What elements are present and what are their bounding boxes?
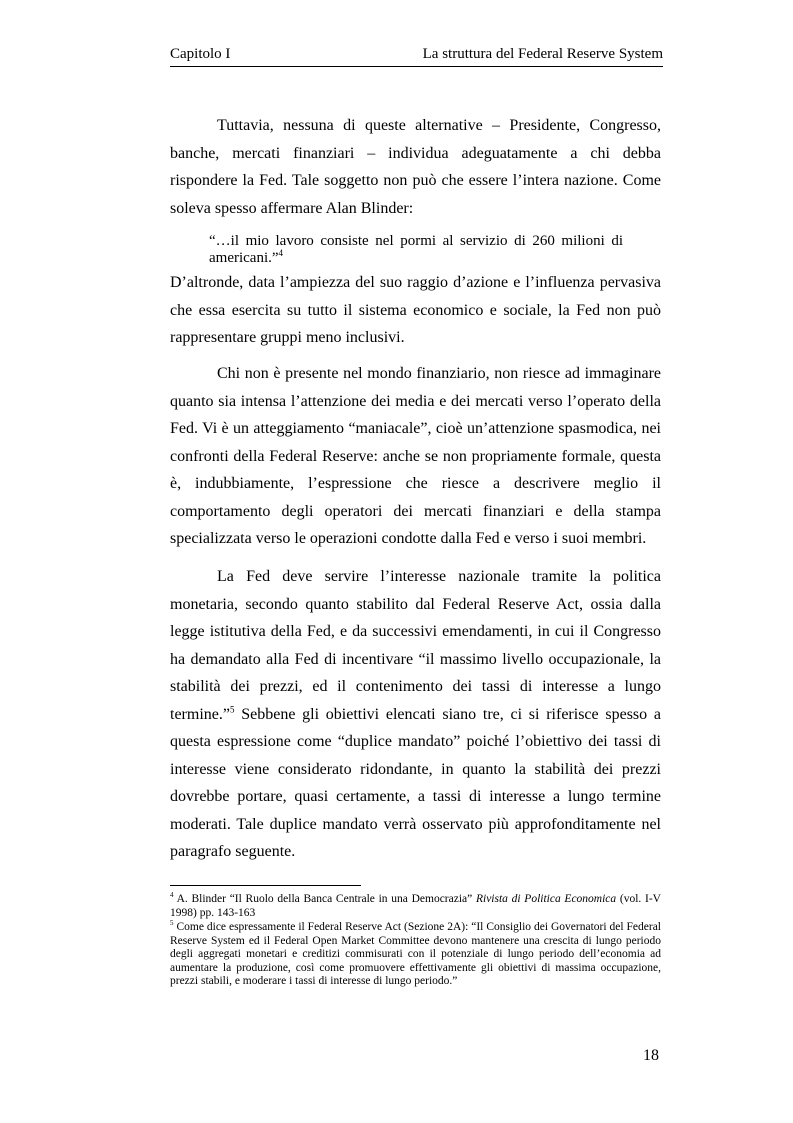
paragraph-2-text: D’altronde, data l’ampiezza del suo raggio d’azione e l’influenza pervasiva che essa esercita su tutto il sistema economico e sociale, la Fed non può rappresentare gruppi meno inclusivi. [170, 274, 661, 346]
section-title: La struttura del Federal Reserve System [422, 46, 663, 62]
footnote-4-text-a: A. Blinder “Il Ruolo della Banca Centrale in una Democrazia” [173, 893, 476, 905]
chapter-label: Capitolo I [170, 46, 231, 62]
paragraph-4 [170, 563, 661, 866]
footnote-ref-4: 4 [278, 248, 284, 258]
page-number: 18 [643, 1047, 659, 1064]
page-header [170, 44, 663, 67]
quote-text: “…il mio lavoro consiste nel pormi al servizio di 260 milioni di americani.” [209, 233, 623, 266]
footnote-5-text: Come dice espressamente il Federal Reserve Act (Sezione 2A): “Il Consiglio dei Governatori del Federal Reserve System ed il Federal Open Market Committee devono mantenere una crescita di lungo periodo degli aggregati monetari e creditizi commisurati con il potenziale di lungo periodo dell’economia ad aumentare la produzione, così come promuovere effettivamente gli obiettivi di massima occupazione, prezzi stabili, e moderare i tassi di interesse di lungo periodo.” [170, 921, 661, 987]
paragraph-4-text-a: La Fed deve servire l’interesse nazionale tramite la politica monetaria, secondo quanto stabilito dal Federal Reserve Act, ossia dalla legge istitutiva della Fed, e da successivi emendamenti, in cui il Congresso ha demandato alla Fed di incentivare “il massimo livello occupazionale, la stabilità dei prezzi, ed il contenimento dei tassi di interesse a lungo termine.” [170, 568, 661, 723]
footnote-4-number: 4 [170, 891, 174, 900]
paragraph-3-text: Chi non è presente nel mondo finanziario, non riesce ad immaginare quanto sia intensa l’attenzione dei media e dei mercati verso l’operato della Fed. Vi è un atteggiamento “maniacale”, cioè un’attenzione spasmodica, nei confronti della Federal Reserve: anche se non propriamente formale, questa è, indubbiamente, l’espressione che riesce a descrivere meglio il comportamento degli operatori dei mercati finanziari e della stampa specializzata verso le operazioni condotte dalla Fed e verso i suoi membri. [170, 365, 661, 547]
paragraph-2 [170, 269, 661, 352]
footnote-4-text-b: (vol. I-V 1998) pp. 143-163 [170, 893, 661, 919]
footnote-separator [170, 885, 361, 886]
paragraph-1-text: Tuttavia, nessuna di queste alternative – Presidente, Congresso, banche, mercati finanziari – individua adeguatamente a chi debba rispondere la Fed. Tale soggetto non può che essere l’intera nazione. Come soleva spesso affermare Alan Blinder: [170, 117, 661, 217]
paragraph-1 [170, 112, 661, 222]
footnote-5 [170, 921, 661, 989]
footnote-ref-5: 5 [229, 704, 235, 715]
paragraph-3 [170, 360, 661, 553]
block-quote [209, 233, 623, 267]
footnote-4 [170, 893, 661, 920]
footnote-4-journal: Rivista di Politica Economica [475, 893, 617, 905]
paragraph-4-text-b: Sebbene gli obiettivi elencati siano tre, ci si riferisce spesso a questa espressione come “duplice mandato” poiché l’obiettivo dei tassi di interesse viene considerato ridondante, in quanto la stabilità dei prezzi dovrebbe portare, quasi certamente, a tassi di interesse a lungo termine moderati. Tale duplice mandato verrà osservato più approfonditamente nel paragrafo seguente. [170, 705, 661, 860]
footnote-5-number: 5 [170, 919, 174, 928]
